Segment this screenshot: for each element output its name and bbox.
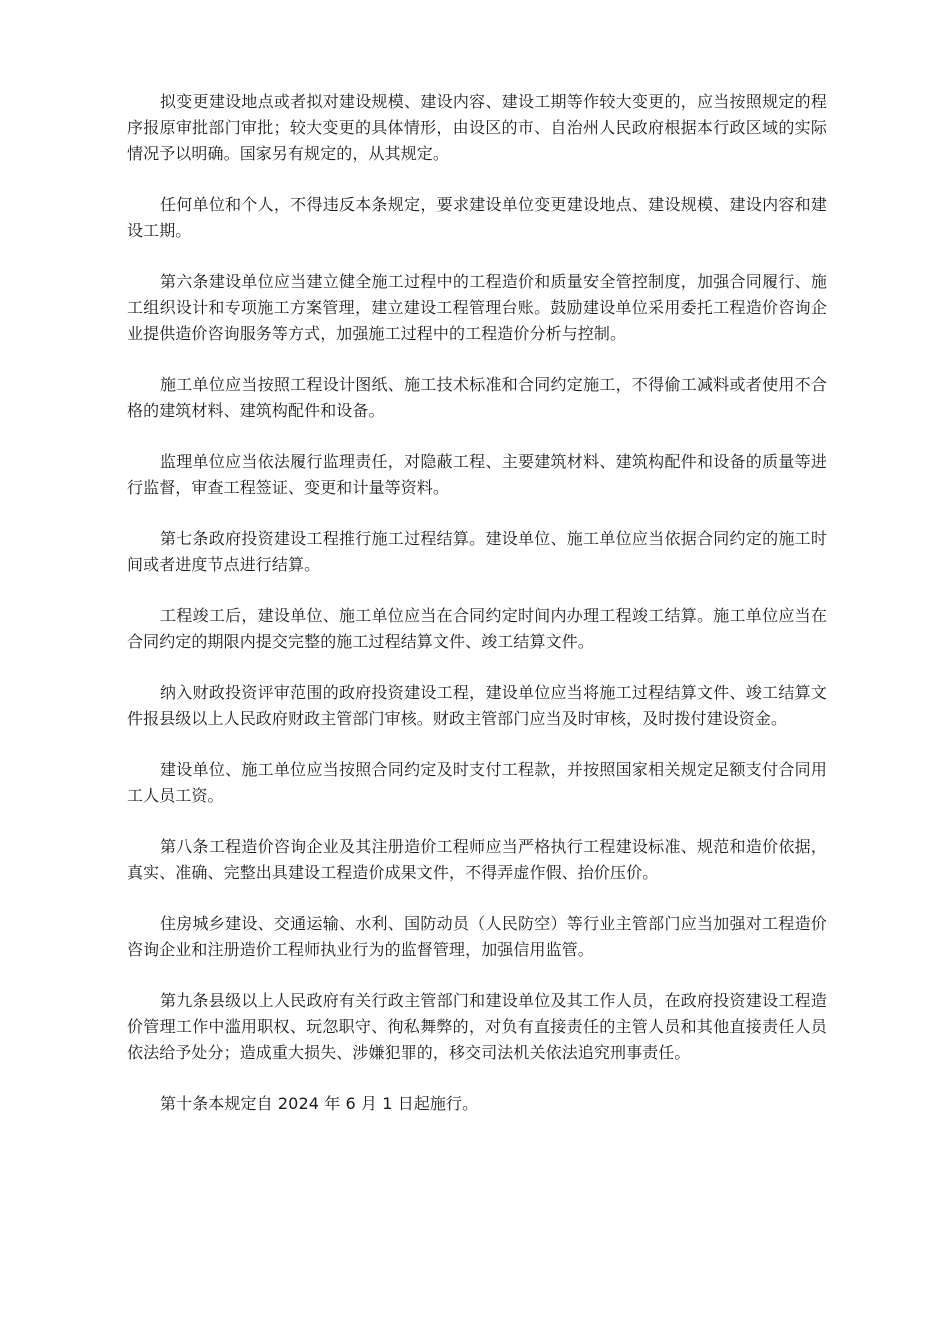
paragraph-1: 拟变更建设地点或者拟对建设规模、建设内容、建设工期等作较大变更的，应当按照规定的程序报原审批部门审批；较大变更的具体情形，由设区的市、自治州人民政府根据本行政区域的实际情况予以明确。国家另有规定的，从其规定。 <box>127 92 827 163</box>
paragraph-12: 第九条县级以上人民政府有关行政主管部门和建设单位及其工作人员，在政府投资建设工程造价管理工作中滥用职权、玩忽职守、徇私舞弊的，对负有直接责任的主管人员和其他直接责任人员依法给予处分；造成重大损失、涉嫌犯罪的，移交司法机关依法追究刑事责任。 <box>127 991 827 1062</box>
paragraph-11: 住房城乡建设、交通运输、水利、国防动员（人民防空）等行业主管部门应当加强对工程造价咨询企业和注册造价工程师执业行为的监督管理，加强信用监管。 <box>127 914 827 959</box>
paragraph-4: 施工单位应当按照工程设计图纸、施工技术标准和合同约定施工，不得偷工减料或者使用不合格的建筑材料、建筑构配件和设备。 <box>127 375 827 420</box>
paragraph-5: 监理单位应当依法履行监理责任，对隐蔽工程、主要建筑材料、建筑构配件和设备的质量等进行监督，审查工程签证、变更和计量等资料。 <box>127 452 827 497</box>
paragraph-10: 第八条工程造价咨询企业及其注册造价工程师应当严格执行工程建设标准、规范和造价依据，真实、准确、完整出具建设工程造价成果文件，不得弄虚作假、抬价压价。 <box>127 837 827 882</box>
paragraph-3: 第六条建设单位应当建立健全施工过程中的工程造价和质量安全管控制度，加强合同履行、施工组织设计和专项施工方案管理，建立建设工程管理台账。鼓励建设单位采用委托工程造价咨询企业提供造价咨询服务等方式，加强施工过程中的工程造价分析与控制。 <box>127 272 827 343</box>
paragraph-13: 第十条本规定自 2024 年 6 月 1 日起施行。 <box>160 1094 479 1113</box>
paragraph-6: 第七条政府投资建设工程推行施工过程结算。建设单位、施工单位应当依据合同约定的施工时间或者进度节点进行结算。 <box>127 529 827 574</box>
document-body <box>127 89 827 1142</box>
paragraph-9: 建设单位、施工单位应当按照合同约定及时支付工程款，并按照国家相关规定足额支付合同用工人员工资。 <box>127 760 827 805</box>
paragraph-8: 纳入财政投资评审范围的政府投资建设工程，建设单位应当将施工过程结算文件、竣工结算文件报县级以上人民政府财政主管部门审核。财政主管部门应当及时审核，及时拨付建设资金。 <box>127 683 827 728</box>
paragraph-2: 任何单位和个人，不得违反本条规定，要求建设单位变更建设地点、建设规模、建设内容和建设工期。 <box>127 195 827 240</box>
paragraph-7: 工程竣工后，建设单位、施工单位应当在合同约定时间内办理工程竣工结算。施工单位应当在合同约定的期限内提交完整的施工过程结算文件、竣工结算文件。 <box>127 606 827 651</box>
